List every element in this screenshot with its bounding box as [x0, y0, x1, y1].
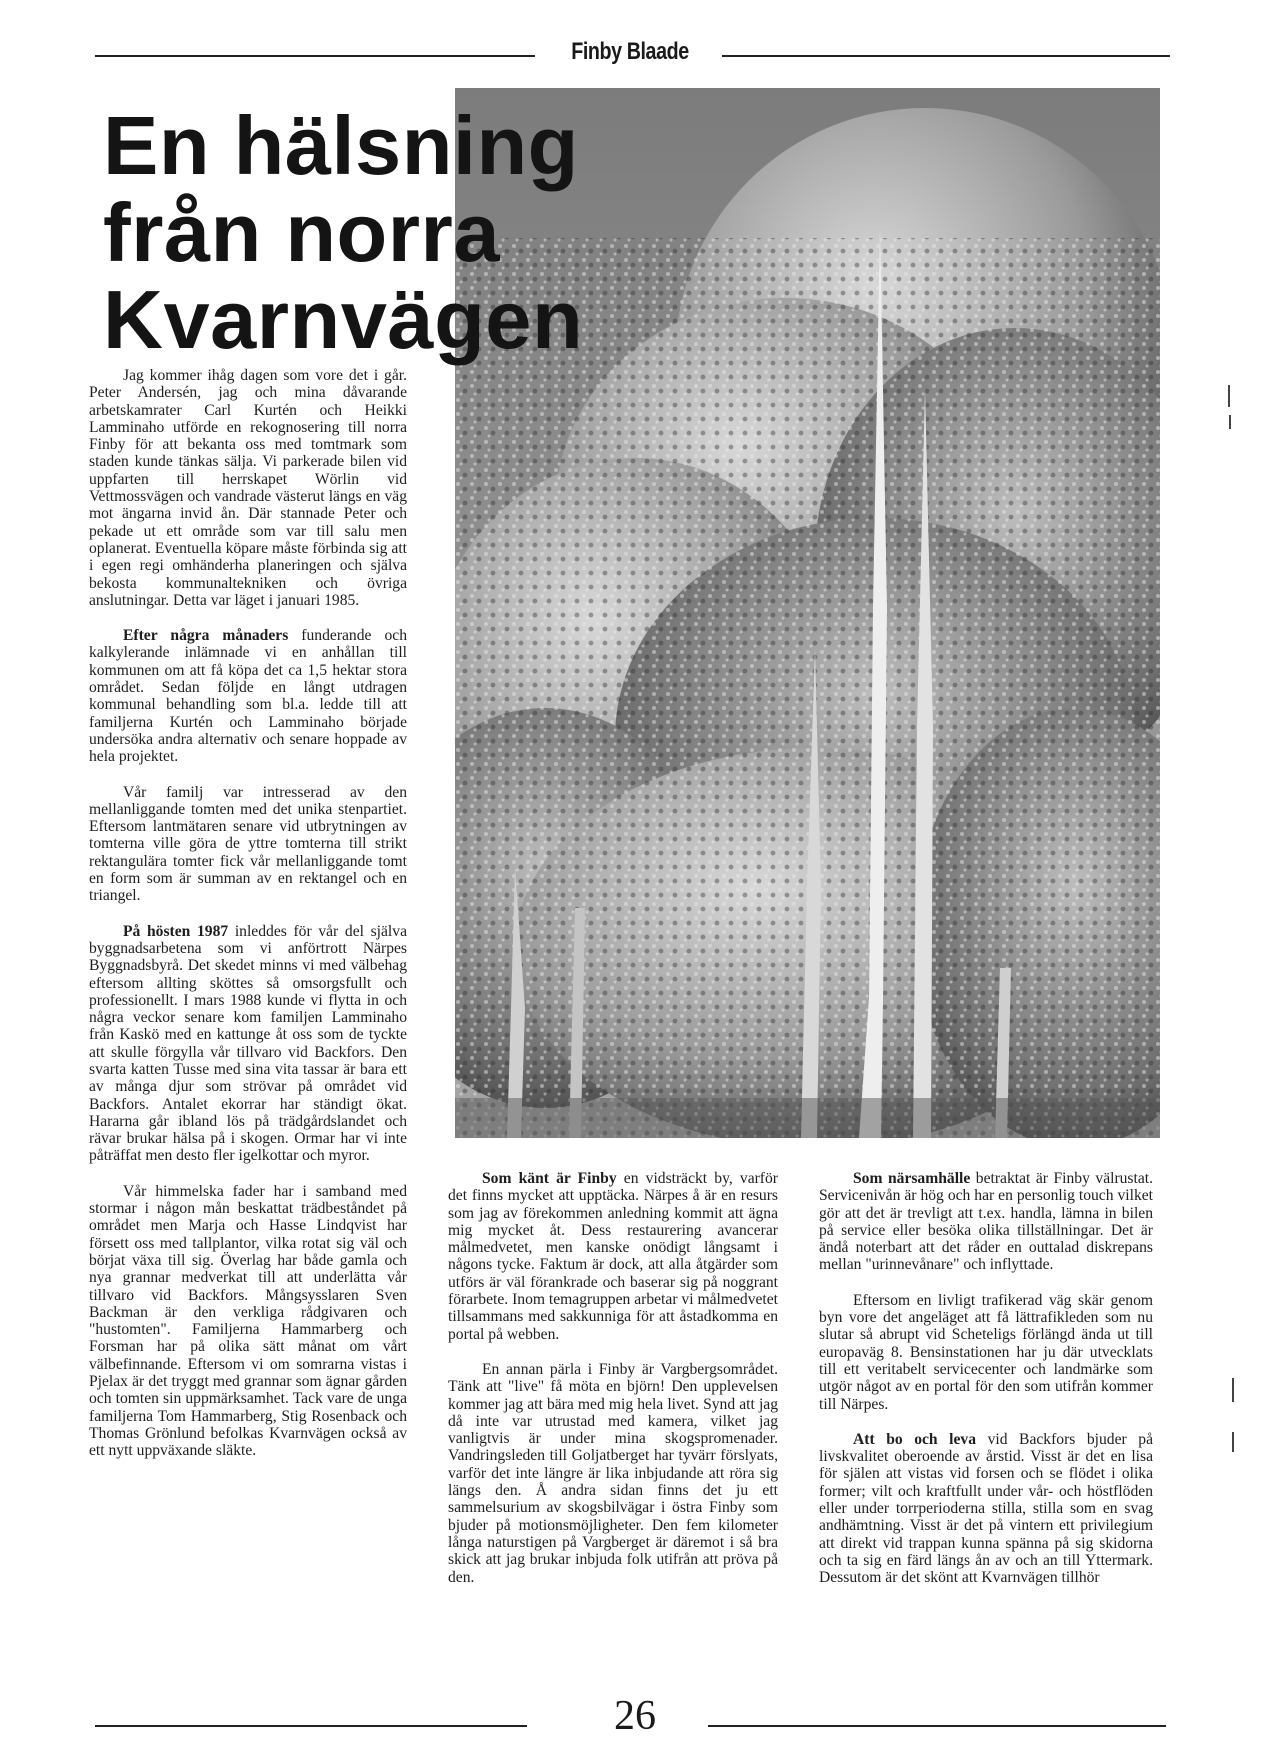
scan-mark: [1232, 1378, 1234, 1402]
headline-line-3: Kvarnvägen: [103, 273, 584, 366]
scan-mark: [1228, 385, 1230, 407]
headline-line-2: från norra: [103, 186, 501, 279]
paragraph: En annan pärla i Finby är Vargbergsområdet. Tänk att "live" få möta en björn! Den upplevelsen kommer jag att bära med mig hela livet. Synd att jag då inte var utrustad med kamera, vilket jag vanligtvis är under mina skogspromenader. Vandringsleden till Goljatberget har tyvärr förslyats, varför det inte längre är lika inbjudande att röra sig längs den. Å andra sidan finns det ju ett sammelsurium av skogsbilvägar i östra Finby som bjuder på motionsmöjligheter. Den fem kilometer långa naturstigen på Vargberget är däremot i så bra skick att jag brukar inbjuda folk utifrån att pröva på den.: [448, 1360, 778, 1586]
article-headline: [103, 99, 663, 366]
article-column-2: [448, 1170, 778, 1604]
paragraph: Som närsamhälle betraktat är Finby välrustat. Servicenivån är hög och har en personlig touch vilket gör att det är trevligt att t.ex. handla, lämna in bilen på service eller besöka olika tillställningar. Det är ändå noterbart att det råder en outtalad diskrepans mellan "urinnevånare" och inflyttade.: [819, 1170, 1153, 1274]
paragraph: Jag kommer ihåg dagen som vore det i går. Peter Andersén, jag och mina dåvarande arbetskamrater Carl Kurtén och Heikki Lamminaho utförde en rekognosering till norra Finby för att bekanta oss med tomtmark som staden kunde tänkas sälja. Vi parkerade bilen vid uppfarten till herrskapet Wörlin vid Vettmossvägen och vandrade västerut längs en väg mot ängarna invid ån. Där stannade Peter och pekade ut ett område som var till salu men oplanerat. Eventuella köpare måste förbinda sig att i egen regi omhänderha planeringen och själva bekosta kommunaltekniken och övriga anslutningar. Detta var läget i januari 1985.: [89, 367, 407, 609]
page-number: 26: [614, 1693, 656, 1739]
paragraph: Efter några månaders funderande och kalkylerande inlämnade vi en anhållan till kommunen om att få köpa det ca 1,5 hektar stora området. Sedan följde en långt utdragen kommunal behandling som bl.a. ledde till att familjerna Kurtén och Lamminaho började undersöka andra alternativ och senare hoppade av hela projektet.: [89, 627, 408, 766]
footer-rule-right: [708, 1725, 1166, 1727]
footer-rule-left: [95, 1725, 527, 1727]
paragraph: På hösten 1987 inleddes för vår del själva byggnadsarbetena som vi anförtrott Närpes Byggnadsbyrå. Det skedet minns vi med välbehag eftersom allting sköttes så omsorgsfullt och professionellt. I mars 1988 kunde vi flytta in och några veckor senare kom familjen Lamminaho från Kaskö med en kattunge åt oss som de tyckte att skulle förgylla vår tillvaro vid Backfors. Den svarta katten Tusse med sina vita tassar är bara ett av många djur som strövar på området vid Backfors. Antalet ekorrar har ständigt ökat. Hararna går ibland lös på trädgårdslandet och rävar brukar hälsa på i skogen. Ormar har vi inte påträffat men desto fler igelkottar och myror.: [89, 922, 407, 1165]
header-rule-right: [722, 55, 1170, 57]
paragraph: Vår himmelska fader har i samband med stormar i någon mån beskattat trädbeståndet på området men Marja och Hasse Lindqvist har försett oss med tallplantor, vilka rotat sig väl och börjat växa till sig. Överlag har både gamla och nya grannar medverkat till att underlätta vår tillvaro vid Backfors. Mångsysslaren Sven Backman är den verkliga rådgivaren och "hustomten". Familjerna Hammarberg och Forsman har på olika sätt månat om vårt välbefinnande. Eftersom vi om somrarna vistas i Pjelax är det tryggt med grannar som ägnar gården och tomten sin uppmärksamhet. Tack vare de unga familjerna Tom Hammarberg, Stig Rosenback och Thomas Grönlund befolkas Kvarnvägen också av ett nytt uppväxande släkte.: [89, 1182, 407, 1460]
magazine-title: Finby Blaade: [571, 38, 689, 65]
paragraph: Att bo och leva vid Backfors bjuder på livskvalitet oberoende av årstid. Visst är det en lisa för själen att vistas vid forsen och se flödet i olika former; vilt och kraftfullt under vår- och höstflöden eller under torrperioderna stilla, stilla som en svag andhämtning. Visst är det på vintern ett privilegium att direkt vid trappan kunna spänna på sig skidorna och ta sig en färd längs ån av och an till Yttermark. Dessutom är det skönt att Kvarnvägen tillhör: [819, 1430, 1153, 1587]
header-rule-left: [95, 55, 535, 57]
scan-mark: [1229, 415, 1231, 429]
paragraph: Eftersom en livligt trafikerad väg skär genom byn vore det angeläget att få lättrafikleden som nu slutar så abrupt vid Scheteligs förlängd ända ut till europaväg 8. Bensinstationen har ju där utvecklats till ett veritabelt servicecenter och landmärke som utgör något av en portal för den som utifrån kommer till Närpes.: [819, 1291, 1153, 1413]
article-column-3: [819, 1170, 1153, 1605]
headline-line-1: En hälsning: [103, 99, 579, 192]
article-column-1: [89, 367, 407, 1478]
paragraph: Vår familj var intresserad av den mellanliggande tomten med det unika stenpartiet. Eftersom lantmätaren senare vid utbrytningen av tomterna ville göra de yttre tomterna till strikt rektangulära tomter fick vår mellanliggande tomt en form som är summan av en rektangel och en triangel.: [89, 783, 407, 905]
scan-mark: [1232, 1432, 1234, 1452]
paragraph: Som känt är Finby en vidsträckt by, varför det finns mycket att upptäcka. Närpes å är en resurs som jag av förekommen anledning kommit att ägna mig mycket åt. Dess restaurering avancerar målmedvetet, men kanske onödigt långsamt i någons tycke. Faktum är dock, att alla åtgärder som utförs är väl förankrade och baserar sig på noggrant förarbete. Inom temagruppen arbetar vi målmedvetet tillsammans med sakkunniga för att åstadkomma en portal på webben.: [448, 1170, 778, 1343]
